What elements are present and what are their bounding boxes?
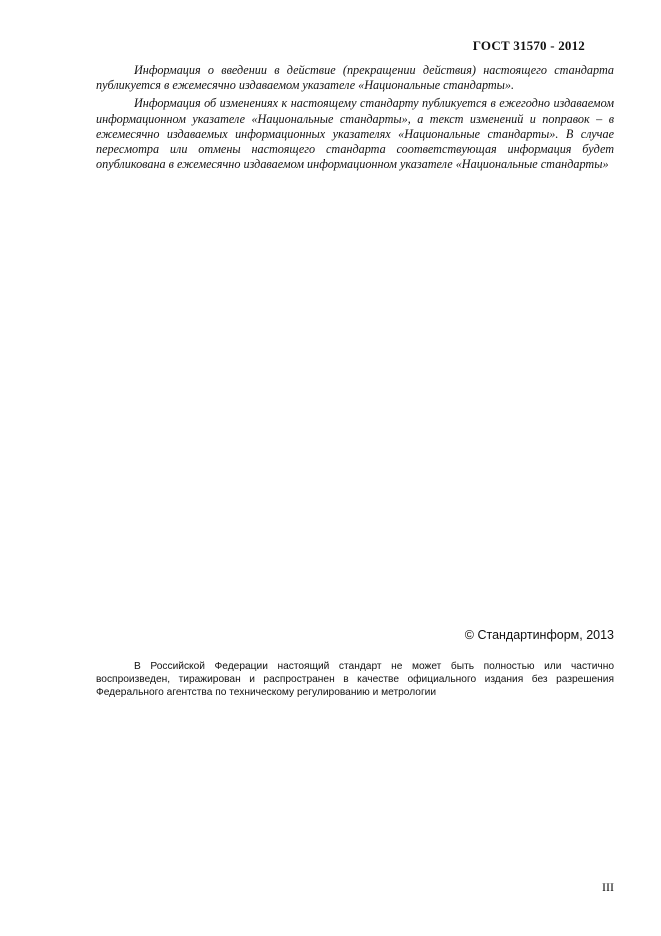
intro-paragraph-enactment: Информация о введении в действие (прекращении действия) настоящего стандарта публикуется в ежемесячно издаваемом указателе «Национальные стандарты». <box>96 63 614 93</box>
page-number: III <box>602 880 614 894</box>
intro-paragraph-changes: Информация об изменениях к настоящему стандарту публикуется в ежегодно издаваемом информационном указателе «Национальные стандарты», а текст изменений и поправок – в ежемесячно издаваемых информационных указателях «Национальные стандарты». В случае пересмотра или отмены настоящего стандарта соответствующая информация будет опубликована в ежемесячно издаваемом информационном указателе «Национальные стандарты» <box>96 96 614 172</box>
introduction-block <box>96 63 614 175</box>
reproduction-notice: В Российской Федерации настоящий стандарт не может быть полностью или частично воспроизведен, тиражирован и распространен в качестве официального издания без разрешения Федерального агентства по техническому регулированию и метрологии <box>96 661 614 699</box>
page-header-standard-number: ГОСТ 31570 - 2012 <box>472 38 585 53</box>
copyright-notice: © Стандартинформ, 2013 <box>464 628 614 642</box>
